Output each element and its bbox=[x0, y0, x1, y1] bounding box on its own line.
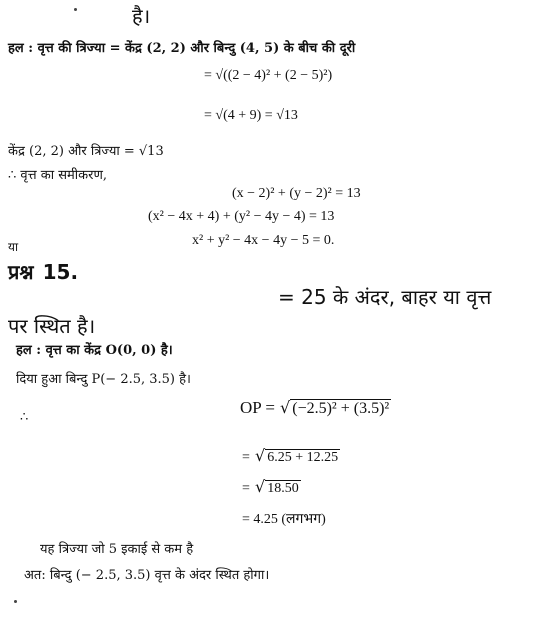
sqrt-icon: √ bbox=[280, 398, 291, 417]
solution1-or-word: या bbox=[8, 240, 19, 254]
solution2-conclusion2: अत: बिन्दु (− 2.5, 3.5) वृत्त के अंदर स्थित होगा। bbox=[24, 568, 270, 583]
solution2-eq-sign-2: = bbox=[242, 450, 250, 465]
solution2-step4: = 4.25 (लगभग) bbox=[242, 512, 326, 527]
solution1-eq1: (x − 2)² + (y − 2)² = 13 bbox=[232, 186, 361, 201]
solution2-op-line bbox=[240, 398, 391, 418]
solution2-conclusion1: यह त्रिज्या जो 5 इकाई से कम है bbox=[40, 542, 194, 557]
solution2-eq-sign-3: = bbox=[242, 481, 250, 496]
solution1-eq3: x² + y² − 4x − 4y − 5 = 0. bbox=[192, 233, 335, 248]
question15-text-line2: पर स्थित है। bbox=[8, 314, 96, 338]
solution1-lead: हल : वृत्त की त्रिज्या = केंद्र (2, 2) और बिन्दु (4, 5) के बीच की दूरी bbox=[8, 41, 356, 56]
top-fragment: है। bbox=[132, 4, 151, 28]
solution2-op-label: OP = bbox=[240, 398, 275, 417]
solution1-step1: = √((2 − 4)² + (2 − 5)²) bbox=[204, 68, 333, 83]
solution2-therefore: ∴ bbox=[20, 410, 29, 425]
question15-heading bbox=[8, 258, 78, 285]
solution2-step2-sqrt bbox=[255, 446, 340, 466]
solution1-centre-radius: केंद्र (2, 2) और त्रिज्या = √13 bbox=[8, 144, 164, 159]
question15-number: 15. bbox=[42, 260, 79, 284]
solution2-op-sqrt bbox=[280, 398, 391, 418]
solution2-step3-line bbox=[242, 477, 301, 497]
solution2-step2-line bbox=[242, 446, 340, 466]
stray-mark bbox=[74, 8, 77, 11]
solution1-step2: = √(4 + 9) = √13 bbox=[204, 108, 298, 123]
solution1-therefore: ∴ वृत्त का समीकरण, bbox=[8, 168, 107, 183]
sqrt-icon: √ bbox=[255, 446, 266, 465]
question15-text-right: = 25 के अंदर, बाहर या वृत्त bbox=[278, 285, 492, 309]
stray-mark-bottom bbox=[14, 600, 17, 603]
solution2-step2: 6.25 + 12.25 bbox=[267, 450, 339, 465]
question15-label: प्रश्न bbox=[8, 260, 34, 284]
solution1-eq2: (x² − 4x + 4) + (y² − 4y − 4) = 13 bbox=[148, 209, 335, 224]
solution2-step3: 18.50 bbox=[267, 481, 299, 496]
solution2-step3-sqrt bbox=[255, 477, 301, 497]
sqrt-icon: √ bbox=[255, 477, 266, 496]
solution2-given: दिया हुआ बिन्दु P(− 2.5, 3.5) है। bbox=[16, 372, 191, 387]
solution2-op-expr: (−2.5)² + (3.5)² bbox=[292, 400, 390, 417]
solution2-lead: हल : वृत्त का केंद्र O(0, 0) है। bbox=[16, 343, 173, 358]
